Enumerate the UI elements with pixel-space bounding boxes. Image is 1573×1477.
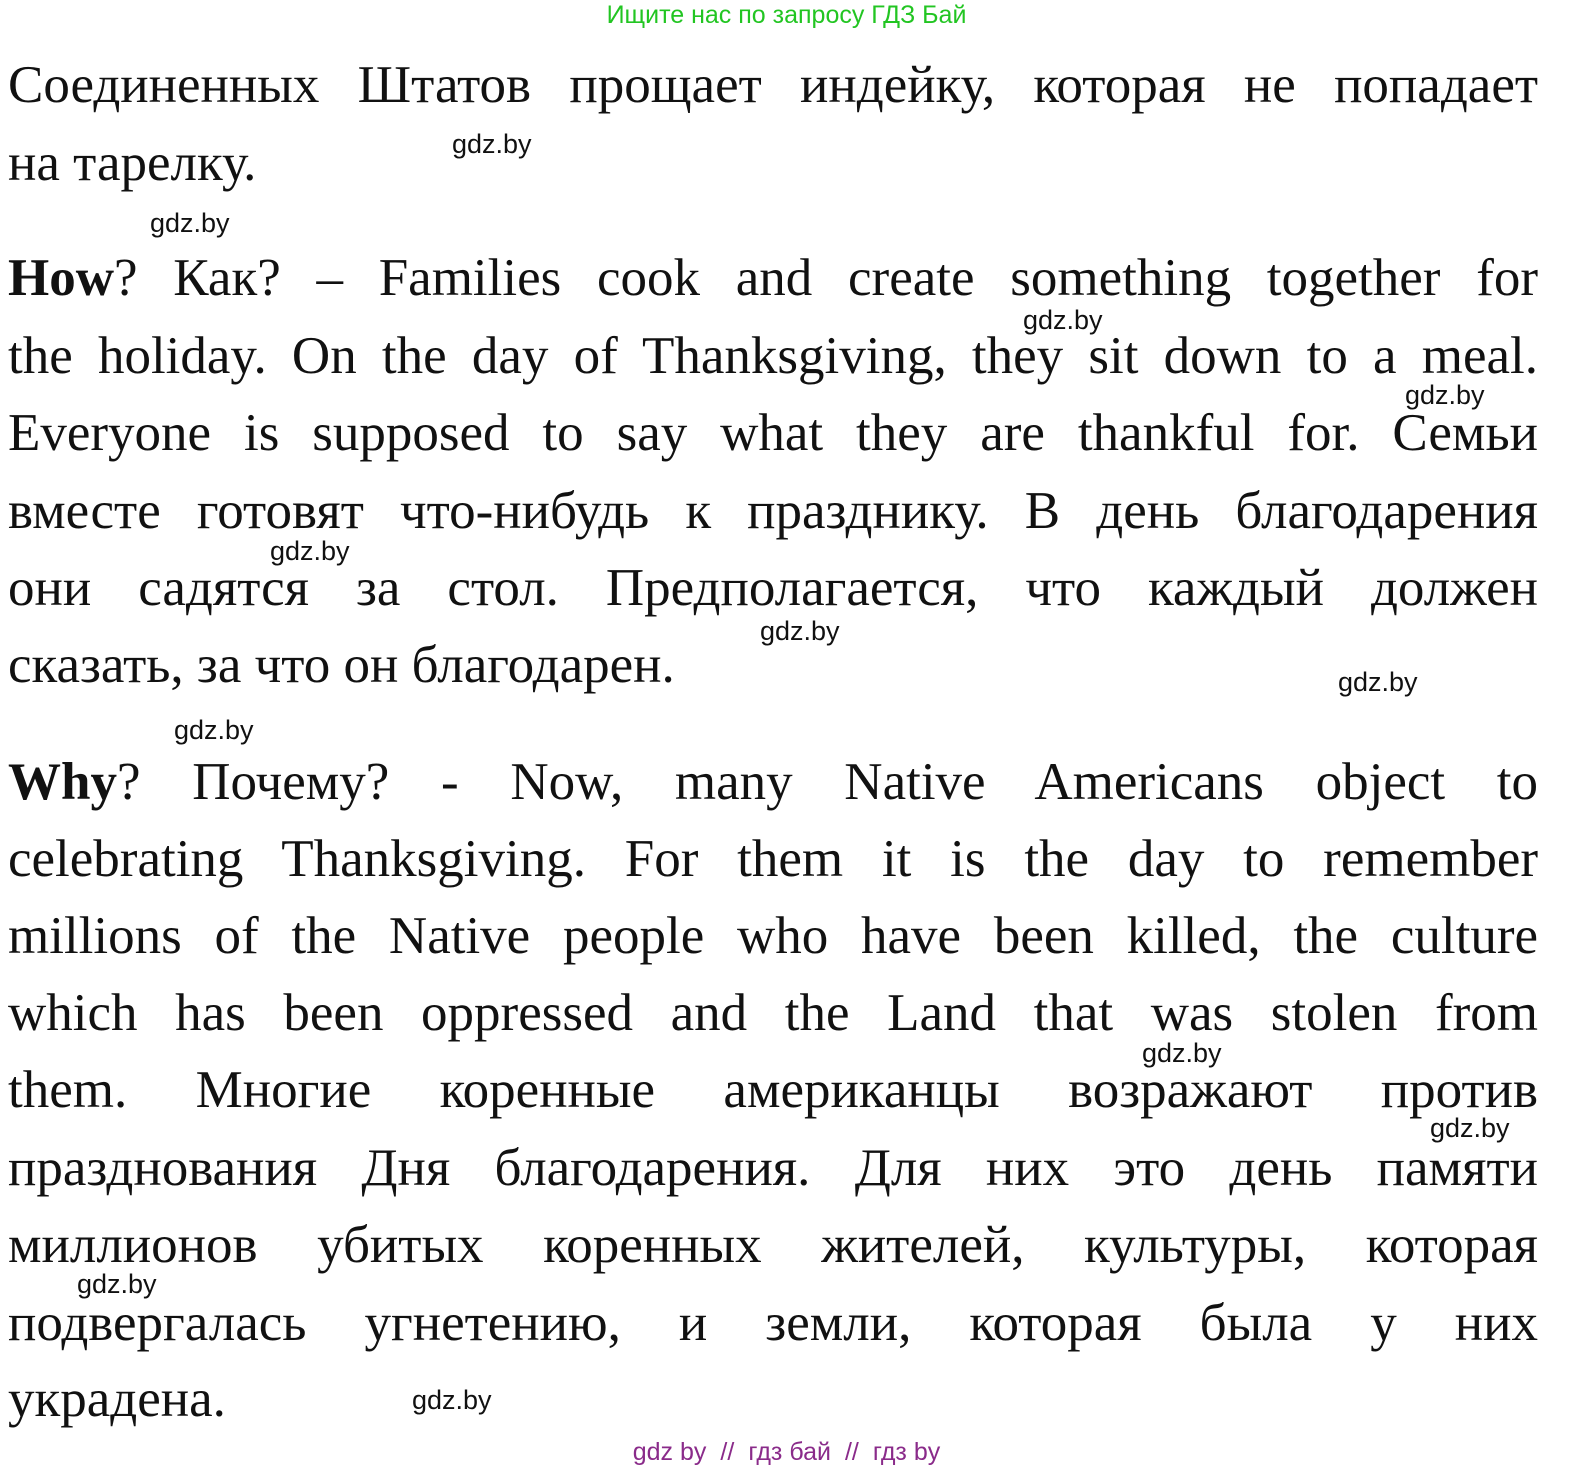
watermark: gdz.by: [1142, 1038, 1222, 1068]
watermark: gdz.by: [270, 536, 350, 566]
text-line: Соединенных Штатов прощает индейку, которая не попадает: [8, 56, 1538, 114]
watermark: gdz.by: [77, 1269, 157, 1299]
keyword-why: Why: [8, 753, 117, 811]
text-line: сказать, за что он благодарен.: [8, 636, 675, 694]
watermark: gdz.by: [412, 1385, 492, 1415]
footer-separator: //: [844, 1438, 859, 1466]
text-line: celebrating Thanksgiving. For them it is the day to remember: [8, 830, 1538, 888]
top-banner: Ищите нас по запросу ГДЗ Бай: [606, 1, 967, 29]
text-line: празднования Дня благодарения. Для них это день памяти: [8, 1139, 1538, 1197]
text-line: вместе готовят что-нибудь к празднику. В день благодарения: [8, 482, 1538, 540]
footer-link-gdz-bai[interactable]: гдз бай: [748, 1438, 831, 1466]
why-line-rest: ? Почему? - Now, many Native Americans object to: [116, 753, 1538, 811]
watermark: gdz.by: [760, 616, 840, 646]
watermark: gdz.by: [1430, 1113, 1510, 1143]
watermark: gdz.by: [150, 208, 230, 238]
text-line-why: [8, 751, 1538, 813]
footer-separator: //: [720, 1438, 735, 1466]
watermark: gdz.by: [174, 715, 254, 745]
watermark: gdz.by: [452, 129, 532, 159]
text-line: они садятся за стол. Предполагается, что каждый должен: [8, 559, 1538, 617]
text-line: millions of the Native people who have been killed, the culture: [8, 907, 1538, 965]
text-line-how: [8, 247, 1538, 309]
watermark: gdz.by: [1023, 305, 1103, 335]
watermark: gdz.by: [1405, 380, 1485, 410]
text-line: Everyone is supposed to say what they are thankful for. Семьи: [8, 404, 1538, 462]
text-line: which has been oppressed and the Land that was stolen from: [8, 984, 1538, 1042]
text-line: подвергалась угнетению, и земли, которая была у них: [8, 1294, 1538, 1352]
how-line-rest: ? Как? – Families cook and create something together for: [114, 249, 1538, 307]
keyword-how: How: [8, 249, 114, 307]
text-line: the holiday. On the day of Thanksgiving, they sit down to a meal.: [8, 327, 1538, 385]
footer-link-gdz-by[interactable]: gdz by: [632, 1438, 707, 1466]
text-line: them. Многие коренные американцы возражают против: [8, 1061, 1538, 1119]
footer-link-gdz-by-ru[interactable]: гдз by: [872, 1438, 941, 1466]
text-line: на тарелку.: [8, 134, 257, 192]
footer-links: [0, 1435, 1573, 1469]
text-line: украдена.: [8, 1370, 226, 1428]
text-line: миллионов убитых коренных жителей, культуры, которая: [8, 1216, 1538, 1274]
watermark: gdz.by: [1338, 667, 1418, 697]
